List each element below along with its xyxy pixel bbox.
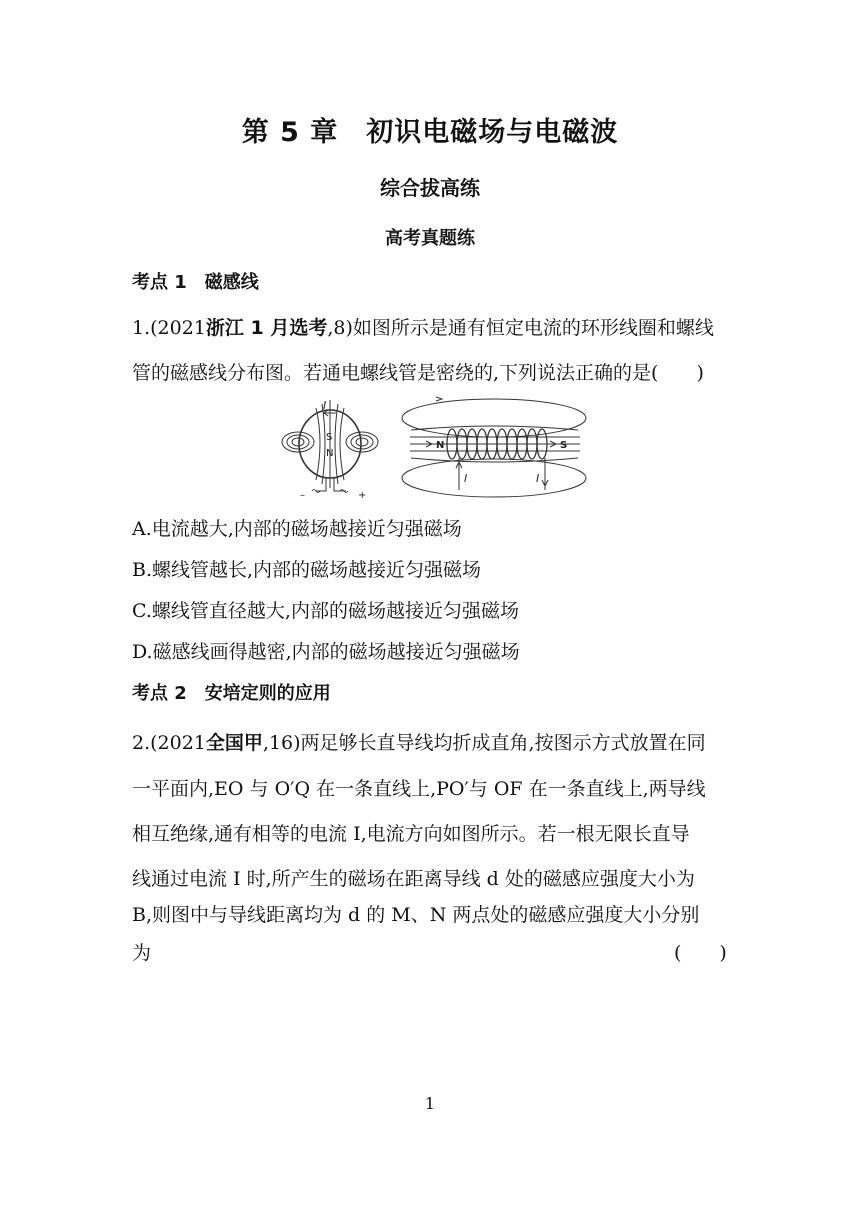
loop-s-label: S bbox=[326, 432, 333, 443]
q2-line-2: 一平面内,EO 与 O′Q 在一条直线上,PO′与 OF 在一条直线上,两导线 bbox=[132, 778, 706, 800]
minus-label: – bbox=[300, 490, 305, 501]
q2-line-1 bbox=[132, 728, 706, 755]
q2-answer-bracket: ( ) bbox=[674, 942, 727, 964]
q1-option-a: A.电流越大,内部的磁场越接近匀强磁场 bbox=[132, 518, 462, 540]
solenoid-n-label: N bbox=[436, 440, 445, 451]
solenoid-s-label: S bbox=[560, 440, 568, 451]
q1-option-d: D.磁感线画得越密,内部的磁场越接近匀强磁场 bbox=[132, 641, 520, 663]
subsection-title: 高考真题练 bbox=[385, 228, 475, 249]
q2-line-4: 线通过电流 I 时,所产生的磁场在距离导线 d 处的磁感应强度大小为 bbox=[132, 868, 695, 890]
loop-current-label: I bbox=[323, 399, 327, 412]
q2-line-5: B,则图中与导线距离均为 d 的 M、N 两点处的磁感应强度大小分别 bbox=[132, 904, 700, 926]
chapter-title: 第 5 章 初识电磁场与电磁波 bbox=[241, 117, 619, 148]
q1-text: ,8)如图所示是通有恒定电流的环形线圈和螺线 bbox=[327, 317, 714, 339]
q1-option-c: C.螺线管直径越大,内部的磁场越接近匀强磁场 bbox=[132, 600, 519, 622]
q1-line-1 bbox=[132, 313, 714, 340]
solenoid-current-right-label: I bbox=[536, 472, 540, 485]
page-number: 1 bbox=[424, 1094, 436, 1113]
q1-source: 浙江 1 月选考 bbox=[205, 317, 328, 339]
topic-1-heading: 考点 1 磁感线 bbox=[132, 272, 259, 293]
section-title: 综合拔高练 bbox=[380, 176, 480, 200]
loop-n-label: N bbox=[326, 448, 334, 459]
plus-label: + bbox=[358, 490, 367, 501]
q1-line-2: 管的磁感线分布图。若通电螺线管是密绕的,下列说法正确的是( ) bbox=[132, 362, 704, 384]
q2-text: ,16)两足够长直导线均折成直角,按图示方式放置在同 bbox=[262, 732, 706, 754]
q2-line-6: 为 bbox=[132, 942, 152, 964]
q1-option-b: B.螺线管越长,内部的磁场越接近匀强磁场 bbox=[132, 559, 482, 581]
q2-number: 2.(2021 bbox=[132, 732, 206, 754]
solenoid-current-left-label: I bbox=[464, 472, 468, 485]
topic-2-heading: 考点 2 安培定则的应用 bbox=[132, 683, 331, 704]
magnetic-field-figure bbox=[276, 396, 592, 504]
q2-source: 全国甲 bbox=[205, 732, 263, 754]
q2-line-3: 相互绝缘,通有相等的电流 I,电流方向如图所示。若一根无限长直导 bbox=[132, 823, 690, 845]
q1-number: 1.(2021 bbox=[132, 317, 206, 339]
